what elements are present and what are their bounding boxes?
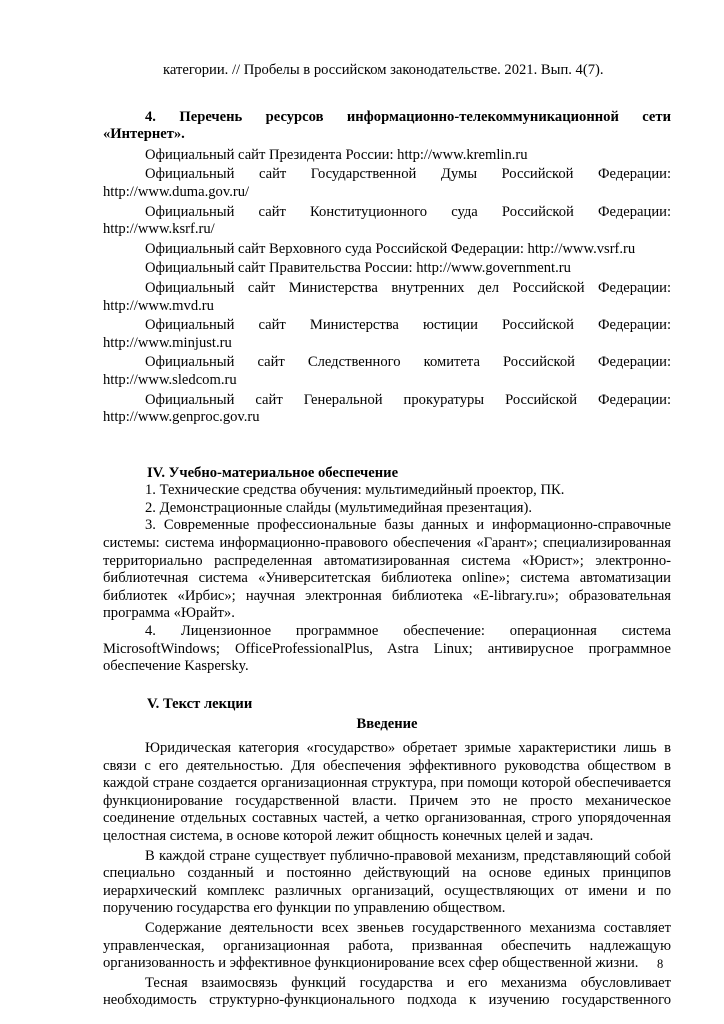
resource-item: Официальный сайт Государственной Думы Российской Федерации: http://www.duma.gov.ru/ (103, 166, 671, 200)
internet-resources-list (103, 147, 671, 427)
document-page (103, 62, 671, 1010)
materials-item: 1. Технические средства обучения: мультимедийный проектор, ПК. (145, 482, 565, 499)
page-number: 8 (657, 957, 664, 971)
lecture-paragraph: Юридическая категория «государство» обретает зримые характеристики лишь в связи с его деятельностью. Для обеспечения эффективного руководства обществом в каждой стране создается организационная структура, при помощи которой обеспечивается функционирование государственной власти. Причем это не просто механическое соединение отдельных составных частей, а четко организованная, строго упорядоченная целостная система, в основе которой лежит общность конечных целей и задач. (103, 740, 671, 844)
lecture-paragraph: В каждой стране существует публично-правовой механизм, представляющий собой специально созданный и постоянно действующий на основе единых принципов иерархический комплекс различных организаций, осуществляющих от имени и по поручению государства его функции по управлению обществом. (103, 847, 671, 917)
resource-item: Официальный сайт Верховного суда Российской Федерации: http://www.vsrf.ru (145, 240, 636, 257)
materials-item: 2. Демонстрационные слайды (мультимедийная презентация). (145, 499, 532, 516)
materials-item: 3. Современные профессиональные базы данных и информационно-справочные системы: система информационно-правового обеспечения «Гарант»; специализированная территориально распределенная автоматизированная система «Юрист»; электронно-библиотечная система «Университетская библиотека online»; система автоматизации библиотек «Ирбис»; научная электронная библиотека «E-library.ru»; образовательная программа «Юрайт». (103, 517, 671, 622)
section-4-heading (103, 109, 671, 144)
lecture-text (103, 740, 671, 1010)
materials-list (103, 482, 671, 676)
section-4-number: 4. (145, 108, 156, 125)
lecture-paragraph: Тесная взаимосвязь функций государства и его механизма обусловливает необходимость структурно-функционального подхода к изучению государственного (103, 974, 671, 1009)
resource-item: Официальный сайт Министерства юстиции Российской Федерации: http://www.minjust.ru (103, 317, 671, 351)
section-iv-heading: IV. Учебно-материальное обеспечение (147, 464, 399, 481)
resource-item: Официальный сайт Министерства внутренних дел Российской Федерации: http://www.mvd.ru (103, 279, 671, 314)
resource-item: Официальный сайт Конституционного суда Российской Федерации: http://www.ksrf.ru/ (103, 203, 671, 238)
resource-item: Официальный сайт Президента России: http://www.kremlin.ru (145, 146, 528, 163)
resource-item: Официальный сайт Генеральной прокуратуры Российской Федерации: http://www.genproc.gov.ru (103, 391, 671, 426)
section-v-heading: V. Текст лекции (147, 695, 253, 712)
section-4-title: Перечень ресурсов информационно-телекоммуникационной сети «Интернет». (103, 108, 671, 143)
resource-item: Официальный сайт Следственного комитета Российской Федерации: http://www.sledcom.ru (103, 354, 671, 388)
lecture-paragraph: Содержание деятельности всех звеньев государственного механизма составляет управленческая, организационная работа, призванная обеспечить надлежащую организованность и эффективное функционирование всех сфер общественной жизни. (103, 919, 671, 972)
reference-continuation: категории. // Пробелы в российском законодательстве. 2021. Вып. 4(7). (163, 62, 604, 78)
introduction-heading: Введение (356, 716, 418, 733)
materials-item: 4. Лицензионное программное обеспечение: операционная система MicrosoftWindows; OfficeProfessionalPlus, Astra Linux; антивирусное программное обеспечение Kaspersky. (103, 623, 671, 675)
resource-item: Официальный сайт Правительства России: http://www.government.ru (145, 260, 571, 277)
